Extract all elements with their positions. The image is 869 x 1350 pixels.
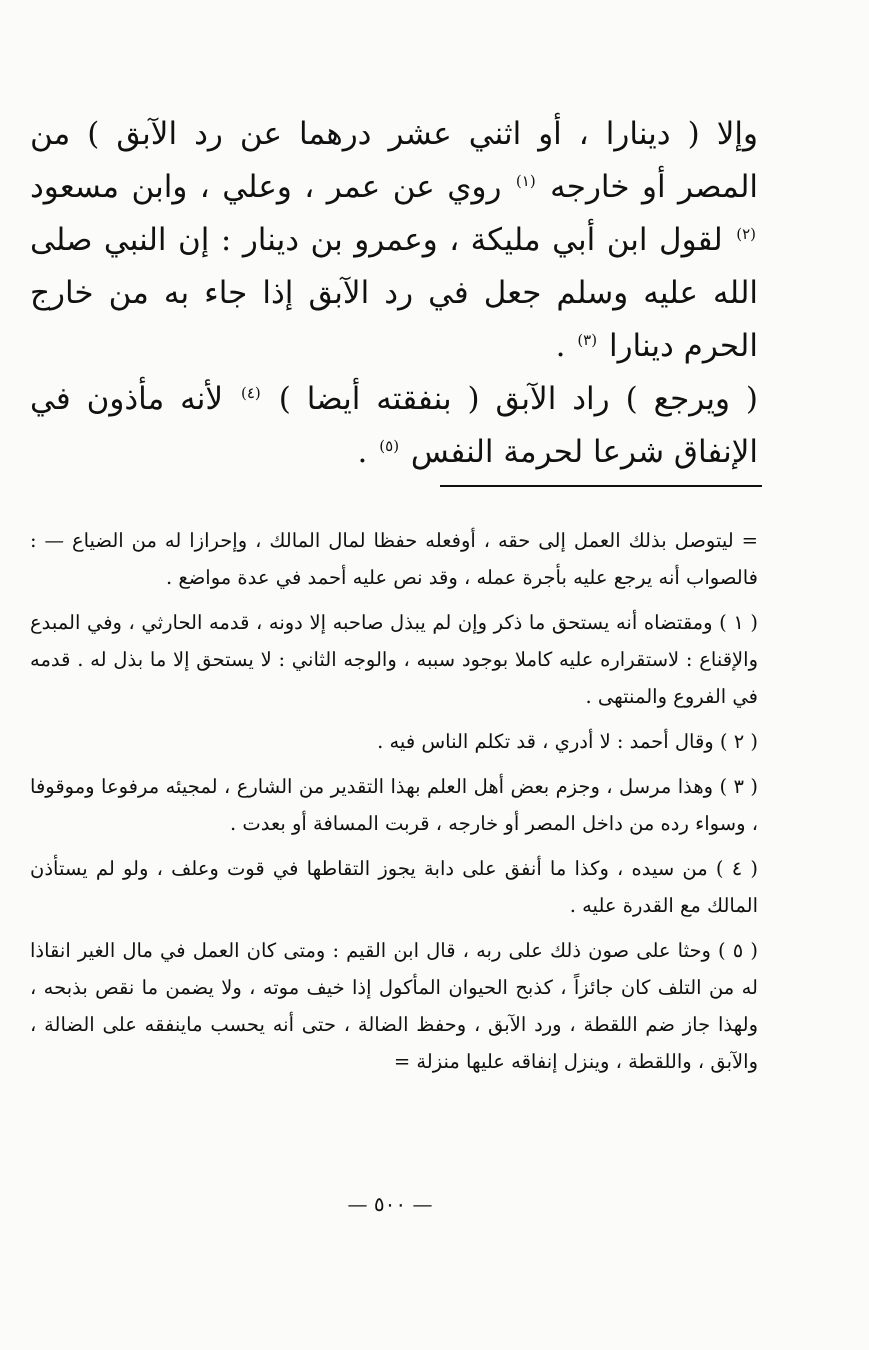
main-text-segment: . (357, 434, 368, 470)
main-text-segment: . (555, 328, 566, 364)
footnote-ref-5: (٥) (379, 436, 400, 455)
footnotes (30, 522, 758, 1088)
footnote-4: ( ٤ ) من سيده ، وكذا ما أنفق على دابة يجوز التقاطها في قوت وعلف ، ولو لم يستأذن المالك مع القدرة عليه . (30, 857, 758, 917)
footnote-ref-1: (١) (515, 171, 536, 190)
main-paragraph-2 (30, 373, 758, 479)
main-text-segment: لأنه مأذون في الإنفاق شرعا لحرمة النفس (30, 381, 758, 470)
footnote-1: ( ١ ) ومقتضاه أنه يستحق ما ذكر وإن لم يبذل صاحبه إلا دونه ، قدمه الحارثي ، وفي المبدع والإقناع : لاستقراره عليه كاملا بوجود سببه ، والوجه الثاني : لا يستحق إلا ما بذل له . قدمه في الفروع والمنتهى . (30, 611, 758, 708)
main-paragraph-1 (30, 108, 758, 373)
page-number: — ٥٠٠ — (347, 1192, 433, 1216)
main-text-segment: لقول ابن أبي مليكة ، وعمرو بن دينار : إن النبي صلى الله عليه وسلم جعل في رد الآبق إذا جاء به من خارج الحرم دينارا (30, 222, 758, 364)
footnote-divider (440, 485, 762, 487)
footnote-2: ( ٢ ) وقال أحمد : لا أدري ، قد تكلم الناس فيه . (377, 730, 758, 753)
main-text (30, 108, 758, 479)
main-text-segment: وإلا ( دينارا ، أو اثني عشر درهما عن رد الآبق ) من المصر أو خارجه (30, 116, 758, 205)
main-text-segment: روي عن عمر ، وعلي ، وابن مسعود (30, 169, 502, 205)
footnote-ref-4: (٤) (241, 383, 261, 402)
footnote-ref-3: (٣) (577, 330, 598, 349)
footnote-5: ( ٥ ) وحثا على صون ذلك على ربه ، قال ابن القيم : ومتى كان العمل في مال الغير انقاذا له من التلف كان جائزاً ، كذبح الحيوان المأكول إذا خيف موته ، ولا يضمن ما نقص بذبحه ، ولهذا جاز ضم اللقطة ، ورد الآبق ، وحفظ الضالة ، حتى أنه يحسب ماينفقه على الضالة ، والآبق ، واللقطة ، وينزل إنفاقه عليها منزلة = (30, 939, 759, 1073)
main-text-segment: ( ويرجع ) راد الآبق ( بنفقته أيضا ) (278, 381, 758, 417)
footnote-ref-2: (٢) (736, 224, 756, 243)
footnote-3: ( ٣ ) وهذا مرسل ، وجزم بعض أهل العلم بهذا التقدير من الشارع ، لمجيئه مرفوعا وموقوفا ، وسواء رده من داخل المصر أو خارجه ، قربت المسافة أو بعدت . (30, 775, 758, 835)
footnote-continuation: = ليتوصل بذلك العمل إلى حقه ، أوفعله حفظا لمال المالك ، وإحرازا له من الضياع — : فالصواب أنه يرجع عليه بأجرة عمله ، وقد نص عليه أحمد في عدة مواضع . (30, 529, 758, 589)
